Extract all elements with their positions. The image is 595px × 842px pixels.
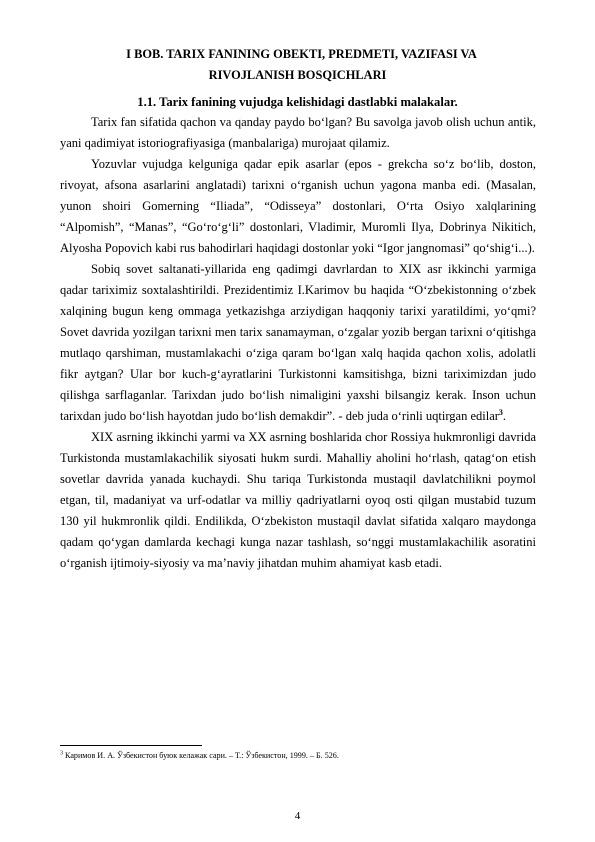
body-text: [60, 112, 536, 574]
paragraph-3: Sobiq sovet saltanati-yillarida eng qadimgi davrlardan to XIX asr ikkinchi yarmiga qadar tariximiz soxtalashtirildi. Prezidentimiz I.Karimov bu haqida “Oʻzbekistonning oʻzbek xalqining bugun keng ommaga yetkazishga arziydigan haqqoniy tarixi yaratildimi, yoʻqmi? Sovet davrida yozilgan tarixni men tarix sanamayman, oʻzgalar yozib bergan tarixni oʻqitishga mutlaqo qarshiman, mustamlakachi oʻziga qaram boʻlgan xalq haqida qachon xolis, adolatli fikr aytgan? Ular bor kuch-gʻayratlarini Turkistonni kamsitishga, bizni tariximizdan judo qilishga sarflaganlar. Tarixdan judo boʻlish nimaligini yaxshi bilsangiz kerak. Inson uchun tarixdan judo boʻlish hayotdan judo boʻlish demakdir”. - deb juda oʻrinli uqtirgan edilar$^3$.: [60, 262, 536, 423]
page-number: 4: [294, 810, 301, 822]
footnote-reference: 3: [498, 407, 503, 417]
chapter-title-continued: RIVOJLANISH BOSQICHLARI: [208, 68, 387, 82]
paragraph-3-text: Sobiq sovet saltanati-yillarida eng qadimgi davrlardan to XIX asr ikkinchi yarmiga qadar tariximiz soxtalashtirildi. Prezidentimiz I.Karimov bu haqida “Oʻzbekistonning oʻzbek xalqining bugun keng ommaga yetkazishga arziydigan haqqoniy tarixi yaratildimi, yoʻqmi? Sovet davrida yozilgan tarixni men tarix sanamayman, oʻzgalar yozib bergan tarixni oʻqitishga mutlaqo qarshiman, mustamlakachi oʻziga qaram boʻlgan xalq haqida qachon xolis, adolatli fikr aytgan? Ular bor kuch-gʻayratlarini Turkistonni kamsitishga, bizni tariximizdan judo qilishga sarflaganlar. Tarixdan judo boʻlish nimaligini yaxshi bilsangiz kerak. Inson uchun tarixdan judo boʻlish hayotdan judo boʻlish demakdir”. - deb juda oʻrinli uqtirgan edilar: [60, 262, 536, 423]
paragraph-2: Yozuvlar vujudga kelguniga qadar epik asarlar (epos - grekcha soʻz boʻlib, doston, rivoyat, afsona asarlarini anglatadi) tarixni oʻrganish uchun yagona manba edi. (Masalan, yunon shoiri Gomerning “Iliada”, “Odisseya” dostonlari, Oʻrta Osiyo xalqlarining “Alpomish”, “Manas”, “Goʻroʻgʻli” dostonlari, Vladimir, Muromli Ilya, Dobrinya Nikitich, Alyosha Popovich kabi rus bahodirlari haqidagi dostonlar yoki “Igor jangnomasi” qoʻshigʻi...).: [60, 157, 536, 255]
footnote: [60, 750, 536, 761]
paragraph-1: Tarix fan sifatida qachon va qanday paydo boʻlgan? Bu savolga javob olish uchun antik, yani qadimiyat istoriografiyasiga (manbalariga) murojaat qilamiz.: [60, 115, 536, 150]
footnote-separator: [60, 745, 202, 746]
footnote-mark: 3: [60, 750, 63, 757]
paragraph-4: XIX asrning ikkinchi yarmi va XX asrning boshlarida chor Rossiya hukmronligi davrida Turkistonda mustamlakachilik siyosati hukm surdi. Mahalliy aholini hoʻrlash, qatagʻon etish sovetlar davrida yanada kuchaydi. Shu tariqa Turkistonda mustaqil davlatchilikni poymol etgan, til, madaniyat va urf-odatlar va milliy qadriyatlarni oyoq osti qilgan mustabid tuzum 130 yil hukmronlik qildi. Endilikda, Oʻzbekiston mustaqil davlat sifatida xalqaro maydonga qadam qoʻygan damlarda kechagi kunga nazar tashlash, soʻnggi mustamlakachilik asoratini oʻrganish ijtimoiy-siyosiy va maʼnaviy jihatdan muhim ahamiyat kasb etadi.: [60, 430, 536, 570]
section-title: 1.1. Tarix fanining vujudga kelishidagi dastlabki malakalar.: [137, 95, 458, 109]
footnote-text: Каримов И. А. Ўзбекистон буюк келажак сари. – Т.: Ўзбекистон, 1999. – Б. 526.: [63, 751, 339, 760]
chapter-title: I BOB. TARIX FANINING OBEKTI, PREDMETI, VAZIFASI VA: [126, 47, 477, 61]
